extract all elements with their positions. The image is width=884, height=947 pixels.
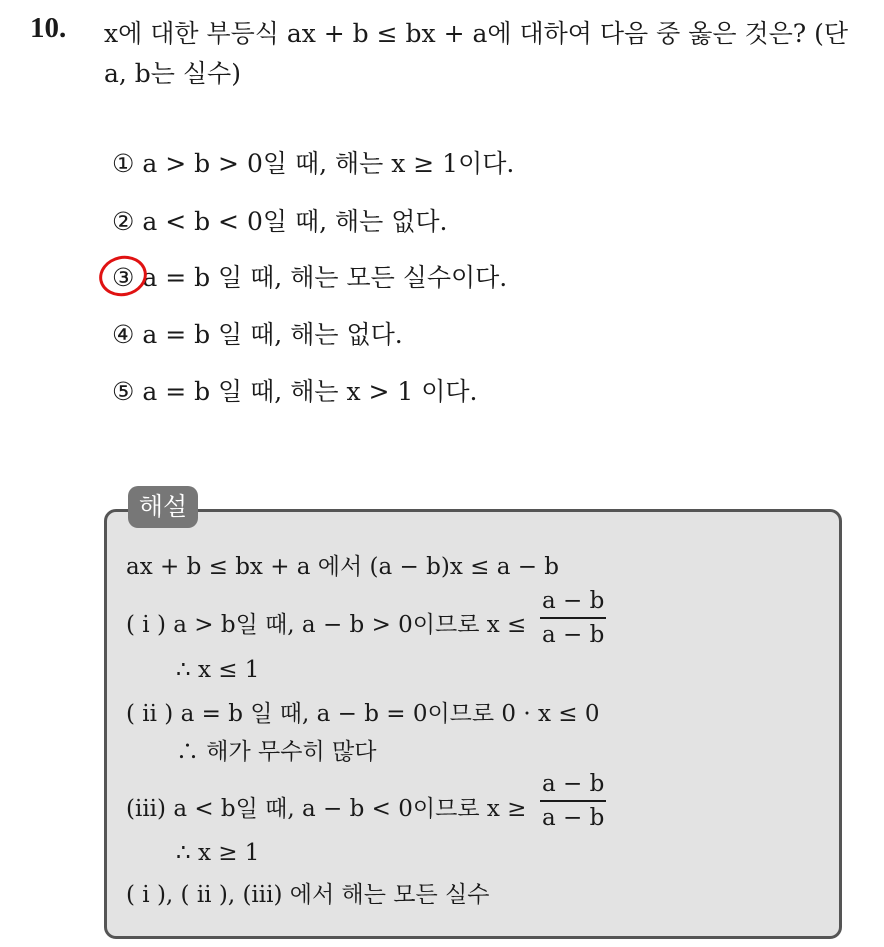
choice-2[interactable]: ② a < b < 0일 때, 해는 없다. (112, 207, 448, 236)
solution-case3: (iii) a < b일 때, a − b < 0이므로 x ≥ (126, 796, 527, 822)
solution-case3-result: ∴ x ≥ 1 (176, 840, 260, 866)
case1-fraction (540, 588, 606, 648)
question-text-line1: x에 대한 부등식 ax + b ≤ bx + a에 대하여 다음 중 옳은 것은? (단 (104, 19, 849, 48)
case1-fraction-denominator: a − b (542, 621, 605, 648)
case1-fraction-bar (540, 617, 606, 619)
solution-case1: ( i ) a > b일 때, a − b > 0이므로 x ≤ (126, 612, 527, 638)
case1-fraction-numerator: a − b (542, 588, 605, 614)
solution-case2-result: ∴ 해가 무수히 많다 (176, 739, 377, 765)
choice-3[interactable]: ③ a = b 일 때, 해는 모든 실수이다. (112, 263, 508, 292)
solution-case2: ( ii ) a = b 일 때, a − b = 0이므로 0 · x ≤ 0 (126, 701, 600, 727)
solution-conclusion: ( i ), ( ii ), (iii) 에서 해는 모든 실수 (126, 882, 490, 908)
choice-1[interactable]: ① a > b > 0일 때, 해는 x ≥ 1이다. (112, 149, 515, 178)
case3-fraction-denominator: a − b (542, 804, 605, 831)
solution-case1-result: ∴ x ≤ 1 (176, 657, 260, 683)
solution-line1: ax + b ≤ bx + a 에서 (a − b)x ≤ a − b (126, 554, 560, 580)
question-text-line2: a, b는 실수) (104, 59, 241, 88)
question-number: 10. (30, 12, 67, 44)
case3-fraction-bar (540, 800, 606, 802)
choice-5[interactable]: ⑤ a = b 일 때, 해는 x > 1 이다. (112, 377, 478, 406)
case3-fraction-numerator: a − b (542, 771, 605, 797)
solution-tab: 해설 (128, 486, 198, 528)
case3-fraction (540, 771, 606, 831)
choice-4[interactable]: ④ a = b 일 때, 해는 없다. (112, 320, 403, 349)
